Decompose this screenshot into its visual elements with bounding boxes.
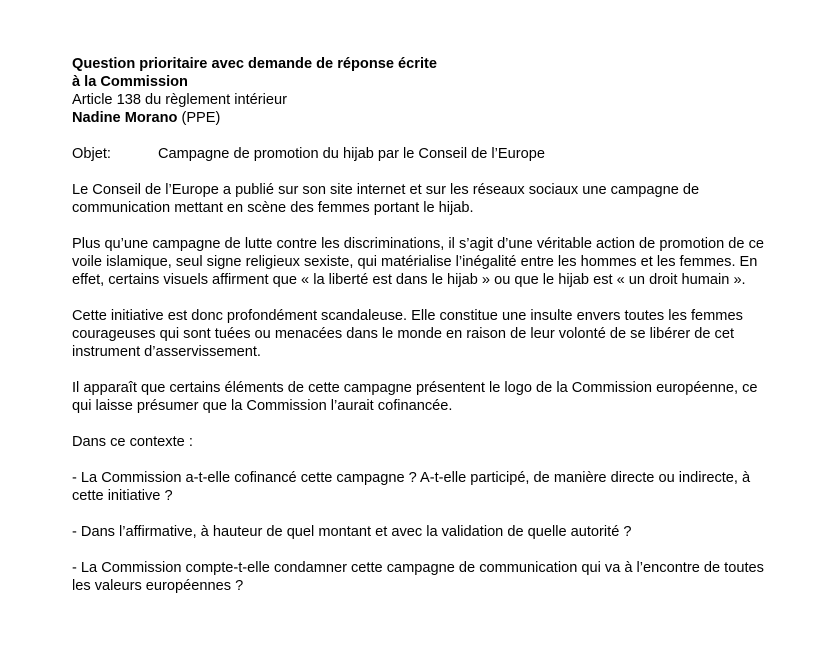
question-header	[72, 55, 772, 127]
paragraph-intro: Le Conseil de l’Europe a publié sur son site internet et sur les réseaux sociaux une campagne de communication mettant en scène des femmes portant le hijab.	[72, 182, 700, 216]
paragraph-promotion: Plus qu’une campagne de lutte contre les discriminations, il s’agit d’une véritable action de promotion de ce voile islamique, seul signe religieux sexiste, qui matérialise l’inégalité entre les hommes et les femmes. En effet, certains visuels affirment que « la liberté est dans le hijab » ou que le hijab est « un droit humain ».	[72, 236, 764, 288]
question-item-3: - La Commission compte-t-elle condamner cette campagne de communication qui va à l’encontre de toutes les valeurs européennes ?	[72, 560, 764, 594]
question-title-line-2: à la Commission	[72, 74, 188, 90]
paragraph-logo: Il apparaît que certains éléments de cette campagne présentent le logo de la Commission européenne, ce qui laisse présumer que la Commission l’aurait cofinancée.	[72, 380, 758, 414]
author-line	[72, 109, 772, 127]
article-reference: Article 138 du règlement intérieur	[72, 92, 287, 108]
object-label: Objet:	[72, 146, 111, 162]
question-item-2: - Dans l’affirmative, à hauteur de quel montant et avec la validation de quelle autorité ?	[72, 524, 632, 540]
paragraph-context: Dans ce contexte :	[72, 434, 193, 450]
object-text: Campagne de promotion du hijab par le Conseil de l’Europe	[158, 146, 545, 162]
object-line	[72, 145, 772, 163]
author-group: (PPE)	[177, 110, 221, 126]
document-body	[72, 55, 772, 595]
question-title-line-1: Question prioritaire avec demande de réponse écrite	[72, 56, 437, 72]
paragraph-scandal: Cette initiative est donc profondément scandaleuse. Elle constitue une insulte envers toutes les femmes courageuses qui sont tuées ou menacées dans le monde en raison de leur volonté de se libérer de cet instrument d’asservissement.	[72, 308, 743, 360]
author-name: Nadine Morano	[72, 110, 178, 126]
question-item-1: - La Commission a-t-elle cofinancé cette campagne ? A-t-elle participé, de manière directe ou indirecte, à cette initiative ?	[72, 470, 751, 504]
